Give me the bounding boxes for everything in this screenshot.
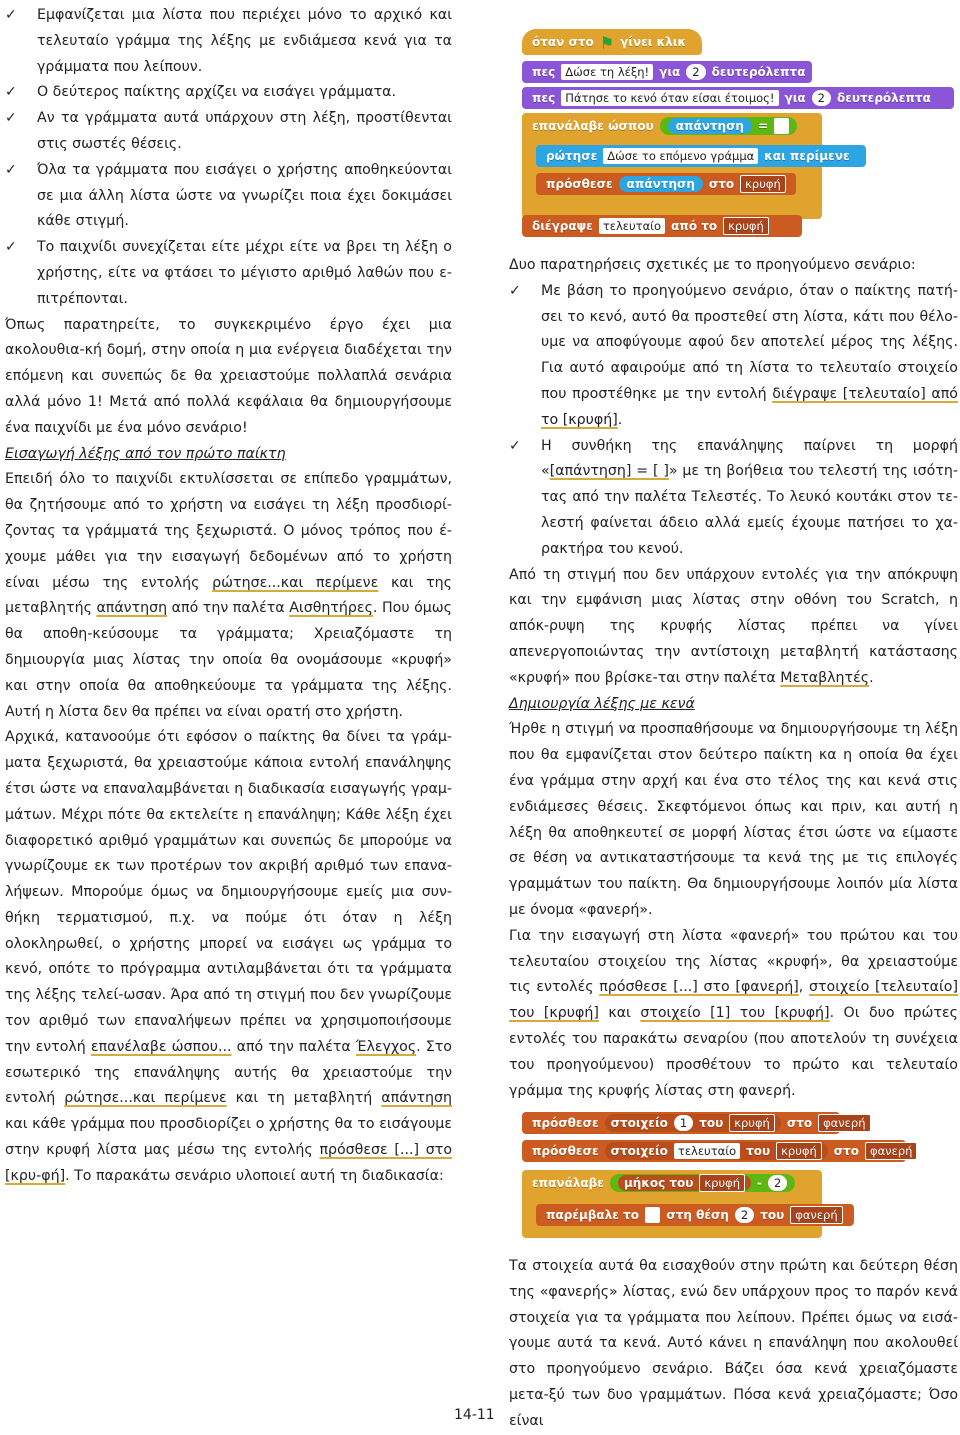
bullet-item: ✓ Ο δεύτερος παίκτης αρχίζει να εισάγει γράμματα. [5,80,452,106]
add-to-list-block: πρόσθεσε στοιχείο τελευταίο του κρυφή στο φανερή [522,1140,906,1162]
bullet-item: ✓ Όλα τα γράμματα που εισάγει ο χρήστης αποθηκεύονται σε μια άλλη λίστα ώστε να γνωρίζει ποια έχει δοκιμάσει κάθε στιγμή. [5,158,452,235]
bullet-item: ✓ Εμφανίζεται μια λίστα που περιέχει μόνο το αρχικό και τελευταίο γράμμα της λέξης με ενδιάμεσα κενά για τα γράμματα που λείπουν. [5,3,452,80]
answer-reporter: απάντηση [619,176,703,192]
answer-reporter: απάντηση [668,118,752,134]
command-ref: πρόσθεσε [...] στο [φανερή] [599,979,799,996]
bullet-item: ✓ Αν τα γράμματα αυτά υπάρχουν στη λέξη, προστίθενται στις σωστές θέσεις. [5,106,452,158]
paragraph: Τα στοιχεία αυτά θα εισαχθούν στην πρώτη και δεύτερη θέση της «φανερής» λίστας, ενώ δεν υπάρχουν προς το παρόν κενά στοιχεία για τα γράμματα που λείπουν. Πρέπει όμως να εισά-γουμε αυτά τα κενά. Αυτό κάνει η επανάληψη που ακολουθεί στο προηγούμενο σενάριο. Βάζει όσα κενά χρειαζόμαστε μετα-ξύ των δυο γραμμάτων. Πόσα κενά χρειαζόμαστε; Όσο είναι [509,1258,958,1429]
repeat-until-header: επανάλαβε ώσπου απάντηση = [522,115,822,137]
command-ref: στοιχείο [τελευταίο] του [κρυφή] [509,979,958,1022]
section-heading: Δημιουργία λέξης με κενά [509,695,695,712]
right-column-bottom [509,1254,958,1435]
insert-into-list-block: παρέμβαλε το στη θέση 2 του φανερή [536,1204,854,1226]
check-icon: ✓ [509,437,521,454]
check-icon: ✓ [5,239,17,256]
empty-field [774,118,789,134]
bullet-item: ✓ Με βάση το προηγούμενο σενάριο, όταν ο παίκτης πατή-σει το κενό, αυτό θα προστεθεί στη λίστα, κάτι που θέλο-υμε να αποφύγουμε αφού δεν αποτελεί μέρος της λέξης. Για αυτό αφαιρούμε από τη λίστα το τελευταίο στοιχείο που προστέθηκε με την εντολή διέγραψε [τελευταίο] από το [κρυφή]. [509,279,958,434]
paragraph: Για την εισαγωγή στη λίστα «φανερή» του πρώτου και του τελευταίου στοιχείου της λίστας «κρυφή», θα χρειαστούμε τις εντολές πρόσθεσε [...] στο [φανερή], στοιχείο [τελευταίο] του [κρυφή] και στοιχείο [1] του [κρυφή]. Οι δυο πρώτες εντολές του παρακάτω σεναρίου (που αποτελούν τη συνέχεια του προηγούμενου) προσθέτουν το πρώτο και τελευταίο γράμμα της κρυφής λίστας στη φανερή. [509,927,958,1099]
paragraph: Ήρθε η στιγμή να προσπαθήσουμε να δημιουργήσουμε τη λέξη που θα εμφανίζεται στον δεύτερο παίκτη κα η οποία θα έχει ένα γράμμα στην αρχή και ένα στο τέλος της και κενά στις ενδιάμεσες θέσεις. Σκεφτόμενοι όπως και πριν, και αυτή η λέξη θα αποθηκευτεί σε μορφή λίστας έτσι ώστε να είμαστε σε θέση να αντικαταστήσουμε τα κενά της με τις επιλογές γραμμάτων του παίκτη. Θα δημιουργήσουμε λοιπόν μία λίστα με όνομα «φανερή». [509,721,958,918]
when-flag-clicked-block: όταν στο ⚑ γίνει κλικ [522,29,702,55]
item-of-list-reporter: στοιχείο τελευταίο του κρυφή [605,1142,828,1160]
item-of-list-reporter: στοιχείο 1 του κρυφή [605,1114,781,1132]
scratch-script-1 [522,25,958,245]
empty-field [645,1207,660,1223]
check-icon: ✓ [5,161,17,178]
check-icon: ✓ [5,7,17,23]
paragraph: Αρχικά, κατανοούμε ότι εφόσον ο παίκτης θα δίνει τα γράμ-ματα ξεχωριστά, θα χρειαστούμε κάποια εντολή επανάληψης έτσι ώστε να επαναλαμβάνεται η διαδικασία εισαγωγής γραμ-μάτων. Μέχρι πότε θα εκτελείτε η επανάληψη; Κάθε λέξη έχει διαφορετικό αριθμό γραμμάτων και συνεπώς δε μπορούμε να γνωρίζουμε εκ των προτέρων τον ακριβή αριθμό των επανα-λήψεων. Μπορούμε όμως να δημιουργήσουμε εμείς μια συν-θήκη τερματισμού, π.χ. να πούμε ότι όταν η λέξη ολοκληρωθεί, ο χρήστης μπορεί να εισάγει ως γράμμα το κενό, οπότε το πρόγραμμα αντιλαμβάνεται ότι τα γράμματα της λέξης τελεί-ωσαν. Άρα από τη στιγμή που δεν γνωρίζουμε τον αριθμό των επαναλήψεων πρέπει να χρησιμοποιήσουμε την εντολή επανέλαβε ώσπου... από την παλέτα Έλεγχος. Στο εσωτερικό της επανάληψης αυτής θα χρειαστούμε την εντολή ρώτησε...και περίμενε και τη μεταβλητή απάντηση και κάθε γράμμα που προσδιορίζει ο χρήστης θα το εισάγουμε στην κρυφή λίστα μας μέσω της εντολής πρόσθεσε [...] στο [κρυ-φή]. Το παρακάτω σενάριο υλοποιεί αυτή τη διαδικασία: [5,729,452,1184]
add-to-list-block: πρόσθεσε στοιχείο 1 του κρυφή στο φανερή [522,1112,840,1134]
add-to-list-block: πρόσθεσε απάντηση στο κρυφή [536,173,796,195]
command-ref: [απάντηση] = [ ] [549,463,669,480]
bullet-item: ✓ Η συνθήκη της επανάληψης παίρνει τη μορφή «[απάντηση] = [ ]» με τη βοήθεια του τελεστή της ισότη-τας από την παλέτα Τελεστές. Το λευκό κουτάκι στον τε-λεστή φαίνεται άδειο αλλά εμείς έχουμε πατήσει το χα-ρακτήρα του κενού. [509,434,958,563]
length-of-list-reporter: μήκος του κρυφή [618,1175,751,1191]
say-block: πες Πάτησε το κενό όταν είσαι έτοιμος! για 2 δευτερόλεπτα [522,87,954,109]
check-icon: ✓ [5,84,17,101]
command-ref: διέγραψε [τελευταίο] από το [κρυφή] [541,385,958,428]
command-ref: επανέλαβε ώσπου... [90,1038,232,1055]
green-flag-icon: ⚑ [599,32,615,52]
command-ref: πρόσθεσε [...] στο [κρυ-φή] [5,1142,452,1184]
paragraph: Επειδή όλο το παιχνίδι εκτυλίσσεται σε επίπεδο γραμμάτων, θα ζητήσουμε από το χρήστη να εισάγει τη λέξη προσδιορί-ζοντας τα γράμματά της ξεχωριστά. Ο μόνος τρόπος που έ-χουμε μάθει για την εισαγωγή δεδομένων από το χρήστη είναι μέσω της εντολής ρώτησε...και περίμενε και της μεταβλητής απάντηση από την παλέτα Αισθητήρες. Που όμως θα αποθη-κεύσουμε τα γράμματα; Χρειαζόμαστε τη δημιουργία μιας λίστας την οποία θα ονομάσουμε «κρυφή» και στην οποία θα αποθηκεύουμε τα γράμματα της λέξης. Αυτή η λίστα δεν θα πρέπει να είναι ορατή στο χρήστη. [5,471,452,720]
paragraph: Δυο παρατηρήσεις σχετικές με το προηγούμενο σενάριο: [509,257,916,273]
scratch-script-2 [522,1110,958,1240]
delete-from-list-block: διέγραψε τελευταίο από το κρυφή [522,215,802,237]
page-number: 14-11 [454,1407,495,1423]
variable-ref: απάντηση [96,600,168,617]
repeat-header: επανάλαβε μήκος του κρυφή - 2 [522,1172,822,1194]
paragraph: Από τη στιγμή που δεν υπάρχουν εντολές για την απόκρυψη και την εμφάνιση μιας λίστας στην οθόνη του Scratch, η απόκ-ρυψη της κρυφής λίστας πρέπει να γίνει απενεργοποιώντας την αντίστοιχη μεταβλητή κατάστασης «κρυφή» που βρίσκε-ται στην παλέτα Μεταβλητές. [509,566,958,686]
bullet-item: ✓ Το παιχνίδι συνεχίζεται είτε μέχρι είτε να βρει τη λέξη ο χρήστης, είτε να φτάσει το μέγιστο αριθμό λαθών που ε-πιτρέπονται. [5,235,452,312]
command-ref: ρώτησε...και περίμενε [212,574,379,591]
command-ref: ρώτησε...και περίμενε [64,1090,227,1107]
section-heading: Εισαγωγή λέξης από τον πρώτο παίκτη [5,445,286,462]
command-ref: στοιχείο [1] του [κρυφή] [640,1005,830,1022]
palette-ref: Μεταβλητές [780,669,870,686]
minus-operator: μήκος του κρυφή - 2 [610,1174,795,1192]
palette-ref: Έλεγχος [355,1038,417,1055]
equals-operator: απάντηση = [660,117,798,135]
ask-and-wait-block: ρώτησε Δώσε το επόμενο γράμμα και περίμενε [536,145,866,167]
check-icon: ✓ [5,110,17,127]
left-column [5,3,452,1190]
check-icon: ✓ [509,282,521,299]
paragraph: Όπως παρατηρείτε, το συγκεκριμένο έργο έχει μια ακολουθια-κή δομή, στην οποία η μια ενέργεια διαδέχεται την επόμενη και συνεπώς δε θα χρειαστούμε πολλαπλά σενάρια αλλά μόνο 1! Μετά από πολλά κεφάλαια θα δημιουργήσουμε ένα παιχνίδι με ένα μόνο σενάριο! [5,316,452,436]
right-column [509,253,958,1104]
variable-ref: απάντηση [381,1090,452,1107]
say-block: πες Δώσε τη λέξη! για 2 δευτερόλεπτα [522,61,812,83]
palette-ref: Αισθητήρες [289,600,373,617]
